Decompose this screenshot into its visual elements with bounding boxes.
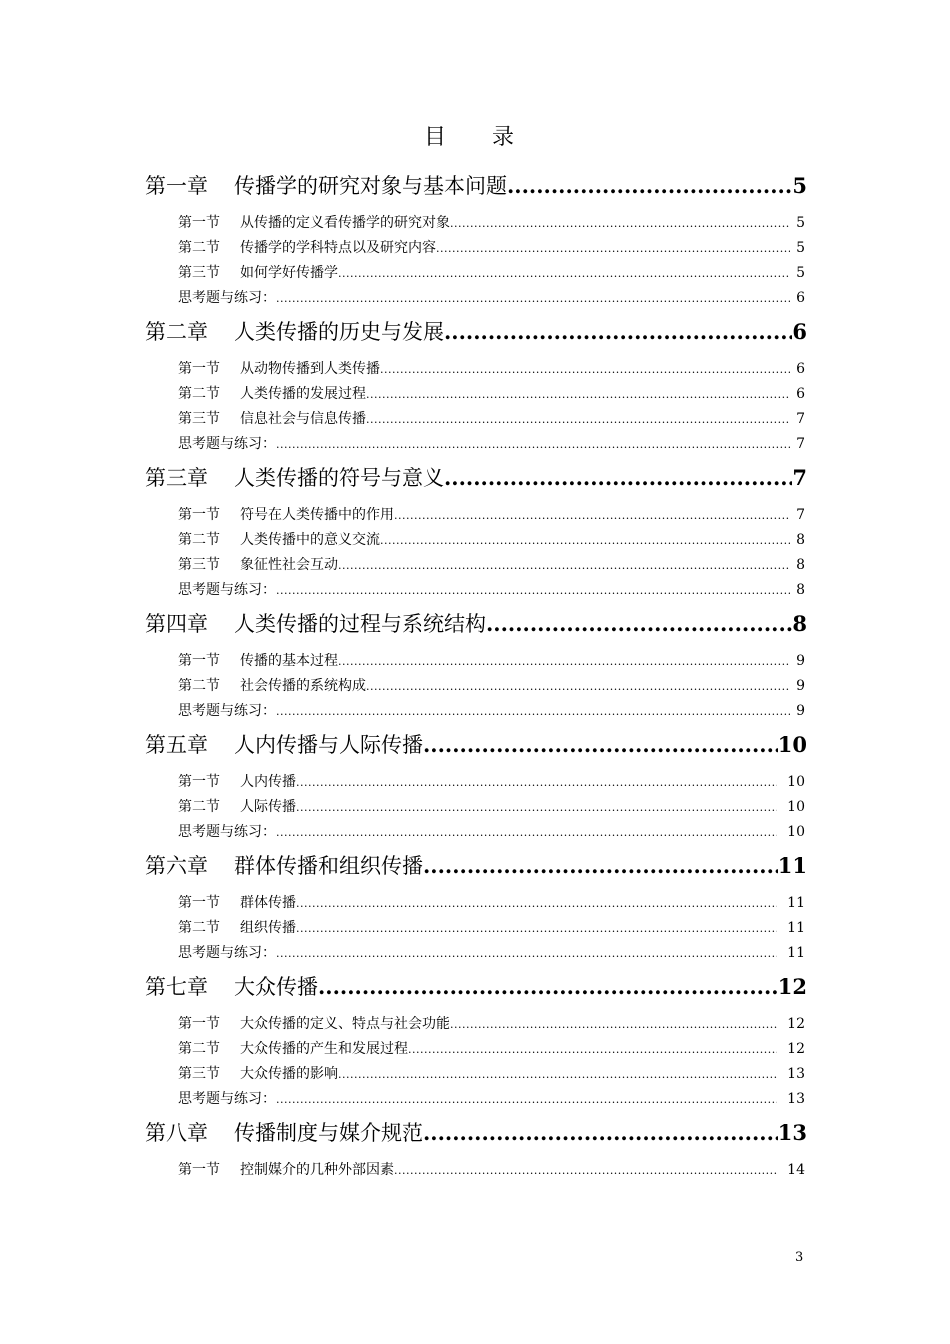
chapter-number: 第二章 — [145, 320, 208, 344]
toc-section-entry[interactable] — [178, 770, 805, 795]
section-label — [178, 699, 276, 724]
section-page-number: 13 — [787, 1091, 805, 1107]
toc-section-entry[interactable] — [178, 891, 805, 916]
chapter-title: 人类传播的符号与意义 — [234, 466, 444, 490]
section-label — [178, 916, 296, 941]
chapter-number: 第一章 — [145, 174, 208, 198]
toc-section-entry[interactable] — [178, 261, 805, 286]
section-label — [178, 578, 276, 603]
toc-section-entry[interactable] — [178, 649, 805, 674]
section-title: 传播学的学科特点以及研究内容 — [240, 240, 436, 256]
chapter-page-number: 7 — [792, 465, 807, 490]
section-title: 社会传播的系统构成 — [240, 678, 366, 694]
section-page-number: 12 — [787, 1016, 805, 1032]
dot-leader — [296, 795, 777, 820]
section-label — [178, 1087, 276, 1112]
section-label — [178, 382, 366, 407]
section-label — [178, 261, 338, 286]
dot-leader — [338, 261, 790, 286]
section-number: 第二节 — [178, 386, 220, 402]
section-label — [178, 1012, 450, 1037]
section-number: 第一节 — [178, 653, 220, 669]
dot-leader — [436, 236, 790, 261]
chapter-number: 第八章 — [145, 1121, 208, 1145]
section-label — [178, 674, 366, 699]
section-title: 大众传播的影响 — [240, 1066, 338, 1082]
section-label — [178, 357, 380, 382]
chapter-label — [145, 311, 444, 353]
chapter-page-number: 10 — [777, 732, 807, 757]
dot-leader — [276, 432, 790, 457]
dot-leader — [276, 578, 790, 603]
toc-section-entry[interactable] — [178, 236, 805, 261]
dot-leader — [423, 724, 778, 766]
chapter-number: 第六章 — [145, 854, 208, 878]
section-label — [178, 407, 366, 432]
section-title: 思考题与练习： — [178, 1091, 276, 1107]
toc-section-entry[interactable] — [178, 1158, 805, 1183]
section-number: 第二节 — [178, 240, 220, 256]
chapter-page-number: 5 — [792, 173, 807, 198]
dot-leader — [338, 1062, 777, 1087]
section-title: 思考题与练习： — [178, 945, 276, 961]
toc-section-entry[interactable] — [178, 1037, 805, 1062]
dot-leader — [423, 845, 778, 887]
toc-section-entry[interactable] — [178, 1012, 805, 1037]
section-label — [178, 553, 338, 578]
dot-leader — [444, 457, 792, 499]
toc-section-entry[interactable] — [178, 674, 805, 699]
toc-chapter-entry[interactable] — [145, 603, 807, 645]
toc-exercises-entry[interactable] — [178, 699, 805, 724]
dot-leader — [450, 211, 790, 236]
toc-section-entry[interactable] — [178, 211, 805, 236]
chapter-label — [145, 603, 486, 645]
section-title: 符号在人类传播中的作用 — [240, 507, 394, 523]
section-number: 第二节 — [178, 1041, 220, 1057]
section-page-number: 11 — [787, 920, 805, 936]
section-number: 第二节 — [178, 532, 220, 548]
chapter-label — [145, 845, 423, 887]
dot-leader — [507, 165, 792, 207]
toc-section-entry[interactable] — [178, 1062, 805, 1087]
section-page-number: 5 — [796, 240, 805, 256]
section-title: 大众传播的定义、特点与社会功能 — [240, 1016, 450, 1032]
dot-leader — [394, 1158, 777, 1183]
section-page-number: 8 — [796, 557, 805, 573]
section-page-number: 13 — [787, 1066, 805, 1082]
dot-leader — [296, 891, 777, 916]
section-title: 从动物传播到人类传播 — [240, 361, 380, 377]
dot-leader — [296, 916, 777, 941]
dot-leader — [366, 407, 790, 432]
section-number: 第三节 — [178, 265, 220, 281]
chapter-label — [145, 966, 318, 1008]
toc-section-entry[interactable] — [178, 553, 805, 578]
dot-leader — [423, 1112, 778, 1154]
section-label — [178, 1062, 338, 1087]
chapter-title: 大众传播 — [234, 975, 318, 999]
section-title: 人内传播 — [240, 774, 296, 790]
chapter-page-number: 8 — [792, 611, 807, 636]
section-title: 组织传播 — [240, 920, 296, 936]
section-number: 第一节 — [178, 1016, 220, 1032]
section-number: 第一节 — [178, 895, 220, 911]
section-number: 第三节 — [178, 411, 220, 427]
dot-leader — [276, 820, 777, 845]
section-page-number: 7 — [796, 507, 805, 523]
section-page-number: 11 — [787, 895, 805, 911]
dot-leader — [366, 382, 790, 407]
section-number: 第一节 — [178, 774, 220, 790]
section-page-number: 10 — [787, 824, 805, 840]
section-label — [178, 820, 276, 845]
toc-section-entry[interactable] — [178, 916, 805, 941]
dot-leader — [450, 1012, 777, 1037]
section-title: 思考题与练习： — [178, 290, 276, 306]
section-label — [178, 503, 394, 528]
toc-section-entry[interactable] — [178, 528, 805, 553]
dot-leader — [276, 286, 790, 311]
section-title: 群体传播 — [240, 895, 296, 911]
toc-chapter-entry[interactable] — [145, 966, 807, 1008]
section-page-number: 10 — [787, 799, 805, 815]
dot-leader — [276, 1087, 777, 1112]
dot-leader — [380, 357, 790, 382]
dot-leader — [338, 649, 790, 674]
dot-leader — [318, 966, 778, 1008]
toc-exercises-entry[interactable] — [178, 941, 805, 966]
toc-exercises-entry[interactable] — [178, 1087, 805, 1112]
chapter-number: 第七章 — [145, 975, 208, 999]
section-number: 第二节 — [178, 799, 220, 815]
table-of-contents — [145, 165, 807, 1183]
section-label — [178, 649, 338, 674]
toc-chapter-entry[interactable] — [145, 724, 807, 766]
toc-section-entry[interactable] — [178, 795, 805, 820]
section-page-number: 9 — [796, 678, 805, 694]
section-number: 第三节 — [178, 557, 220, 573]
chapter-label — [145, 457, 444, 499]
section-page-number: 8 — [796, 532, 805, 548]
dot-leader — [408, 1037, 777, 1062]
toc-chapter-entry[interactable] — [145, 457, 807, 499]
chapter-page-number: 12 — [777, 974, 807, 999]
toc-chapter-entry[interactable] — [145, 165, 807, 207]
section-label — [178, 432, 276, 457]
chapter-number: 第四章 — [145, 612, 208, 636]
chapter-number: 第三章 — [145, 466, 208, 490]
chapter-title: 人类传播的历史与发展 — [234, 320, 444, 344]
section-page-number: 7 — [796, 436, 805, 452]
section-title: 传播的基本过程 — [240, 653, 338, 669]
section-page-number: 5 — [796, 215, 805, 231]
toc-section-entry[interactable] — [178, 503, 805, 528]
section-label — [178, 1158, 394, 1183]
section-number: 第一节 — [178, 215, 220, 231]
toc-chapter-entry[interactable] — [145, 1112, 807, 1154]
section-page-number: 14 — [787, 1162, 805, 1178]
section-title: 大众传播的产生和发展过程 — [240, 1041, 408, 1057]
section-title: 象征性社会互动 — [240, 557, 338, 573]
chapter-label — [145, 724, 423, 766]
section-title: 信息社会与信息传播 — [240, 411, 366, 427]
toc-exercises-entry[interactable] — [178, 578, 805, 603]
chapter-title: 人内传播与人际传播 — [234, 733, 423, 757]
section-label — [178, 211, 450, 236]
section-number: 第一节 — [178, 361, 220, 377]
toc-exercises-entry[interactable] — [178, 432, 805, 457]
section-page-number: 9 — [796, 703, 805, 719]
section-number: 第二节 — [178, 678, 220, 694]
dot-leader — [444, 311, 792, 353]
dot-leader — [380, 528, 790, 553]
section-title: 思考题与练习： — [178, 703, 276, 719]
dot-leader — [486, 603, 792, 645]
section-number: 第一节 — [178, 507, 220, 523]
section-title: 人际传播 — [240, 799, 296, 815]
dot-leader — [296, 770, 777, 795]
toc-chapter-entry[interactable] — [145, 845, 807, 887]
dot-leader — [338, 553, 790, 578]
toc-section-entry[interactable] — [178, 357, 805, 382]
section-page-number: 7 — [796, 411, 805, 427]
chapter-page-number: 13 — [777, 1120, 807, 1145]
page-number: 3 — [795, 1250, 804, 1265]
section-label — [178, 941, 276, 966]
section-title: 人类传播的发展过程 — [240, 386, 366, 402]
section-title: 思考题与练习： — [178, 824, 276, 840]
chapter-title: 传播学的研究对象与基本问题 — [234, 174, 507, 198]
dot-leader — [276, 699, 790, 724]
section-title: 控制媒介的几种外部因素 — [240, 1162, 394, 1178]
chapter-page-number: 6 — [792, 319, 807, 344]
section-number: 第三节 — [178, 1066, 220, 1082]
section-title: 如何学好传播学 — [240, 265, 338, 281]
section-label — [178, 795, 296, 820]
section-page-number: 9 — [796, 653, 805, 669]
section-label — [178, 528, 380, 553]
section-page-number: 6 — [796, 386, 805, 402]
dot-leader — [394, 503, 790, 528]
chapter-number: 第五章 — [145, 733, 208, 757]
section-page-number: 8 — [796, 582, 805, 598]
section-title: 思考题与练习： — [178, 582, 276, 598]
toc-section-entry[interactable] — [178, 407, 805, 432]
section-label — [178, 236, 436, 261]
section-label — [178, 770, 296, 795]
chapter-page-number: 11 — [777, 853, 807, 878]
section-page-number: 6 — [796, 361, 805, 377]
toc-exercises-entry[interactable] — [178, 820, 805, 845]
section-page-number: 5 — [796, 265, 805, 281]
section-title: 思考题与练习： — [178, 436, 276, 452]
section-title: 从传播的定义看传播学的研究对象 — [240, 215, 450, 231]
chapter-label — [145, 165, 507, 207]
section-page-number: 6 — [796, 290, 805, 306]
chapter-label — [145, 1112, 423, 1154]
toc-section-entry[interactable] — [178, 382, 805, 407]
toc-chapter-entry[interactable] — [145, 311, 807, 353]
toc-exercises-entry[interactable] — [178, 286, 805, 311]
page-title: 目 录 — [423, 125, 526, 150]
section-page-number: 12 — [787, 1041, 805, 1057]
section-page-number: 11 — [787, 945, 805, 961]
chapter-title: 群体传播和组织传播 — [234, 854, 423, 878]
section-title: 人类传播中的意义交流 — [240, 532, 380, 548]
section-number: 第二节 — [178, 920, 220, 936]
chapter-title: 传播制度与媒介规范 — [234, 1121, 423, 1145]
section-label — [178, 286, 276, 311]
section-label — [178, 891, 296, 916]
section-label — [178, 1037, 408, 1062]
dot-leader — [366, 674, 790, 699]
section-page-number: 10 — [787, 774, 805, 790]
chapter-title: 人类传播的过程与系统结构 — [234, 612, 486, 636]
dot-leader — [276, 941, 777, 966]
section-number: 第一节 — [178, 1162, 220, 1178]
